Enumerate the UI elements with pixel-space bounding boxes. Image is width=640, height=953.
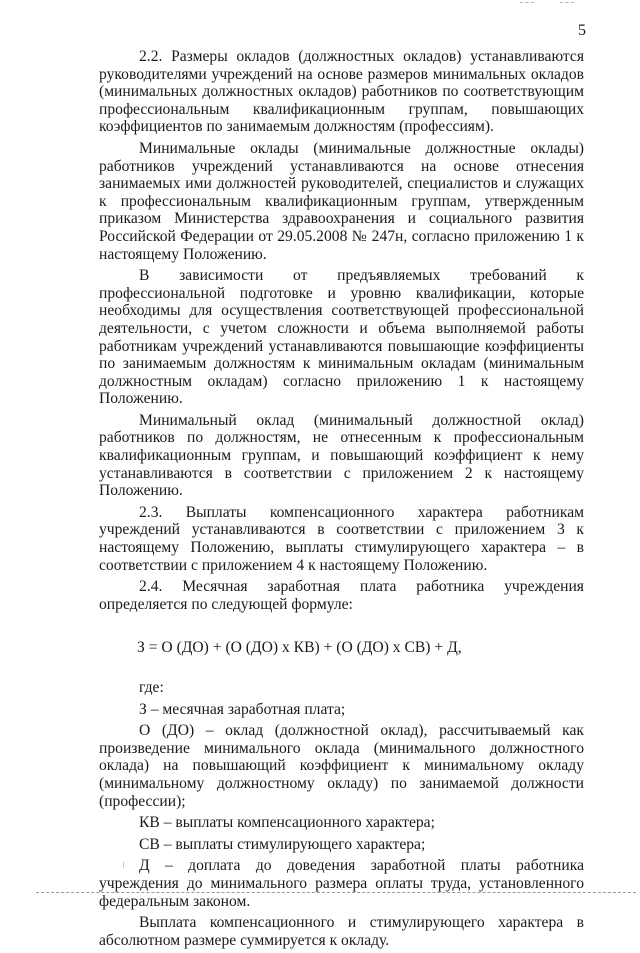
paragraph-min-salaries: Минимальные оклады (минимальные должностные оклады) работников учреждений устанавливаются на основе отнесения занимаемых ими должностей руководителей, специалистов и служащих к профессиональным квалификационным группам, утвержденным приказом Министерства здравоохранения и социального развития Российской Федерации от 29.05.2008 № 247н, согласно приложению 1 к настоящему Положению. — [99, 139, 584, 263]
definition-item: Д – доплата до доведения заработной платы работника учреждения до минимального размера оплаты труда, установленного федеральным законом. — [99, 857, 584, 910]
closing-paragraph: Выплата компенсационного и стимулирующего характера в абсолютном размере суммируется к окладу. — [99, 914, 584, 949]
page-number: 5 — [578, 22, 586, 39]
definition-item: О (ДО) – оклад (должностной оклад), рассчитываемый как произведение минимального оклада (минимального должностного оклада) на повышающий коэффициент к минимальному окладу (минимальному должностному окладу) по занимаемой должности (профессии); — [99, 722, 584, 810]
definition-item: КВ – выплаты компенсационного характера; — [139, 814, 435, 832]
scan-edge-bottom — [36, 892, 636, 893]
scan-mark-top-2 — [560, 2, 574, 3]
paragraph-2-2: 2.2. Размеры окладов (должностных окладов) устанавливаются руководителями учреждений на основе размеров минимальных окладов (минимальных должностных окладов) работников по соответствующим профессиональным квалификационным группам, повышающих коэффициентов по занимаемым должностям (профессиям). — [99, 48, 584, 136]
paragraph-2-4: 2.4. Месячная заработная плата работника учреждения определяется по следующей формуле: — [99, 578, 584, 613]
paragraph-coefficients: В зависимости от предъявляемых требований к профессиональной подготовке и уровню квалификации, которые необходимы для осуществления соответствующей профессиональной деятельности, с учетом сложности и объема выполняемой работы работникам учреждений устанавливаются повышающие коэффициенты по занимаемым должностям к минимальным окладам (минимальным должностным окладам) согласно приложению 1 к настоящему Положению. — [99, 267, 584, 408]
salary-formula: З = О (ДО) + (О (ДО) х КВ) + (О (ДО) х СВ) + Д, — [137, 639, 462, 657]
paragraph-other-positions: Минимальный оклад (минимальный должностной оклад) работников по должностям, не отнесенным к профессиональным квалификационным группам, и повышающий коэффициент к нему устанавливаются в соответствии с приложением 2 к настоящему Положению. — [99, 411, 584, 500]
definition-item: СВ – выплаты стимулирующего характера; — [139, 835, 426, 853]
definition-item: З – месячная заработная плата; — [139, 700, 346, 718]
where-label: где: — [139, 679, 164, 696]
scan-speck — [123, 862, 124, 868]
document-body — [99, 48, 584, 953]
paragraph-2-3: 2.3. Выплаты компенсационного характера работникам учреждений устанавливаются в соответствии с приложением 3 к настоящему Положению, выплаты стимулирующего характера – в соответствии с приложением 4 к настоящему Положению. — [99, 503, 584, 574]
scan-mark-top — [520, 2, 534, 3]
